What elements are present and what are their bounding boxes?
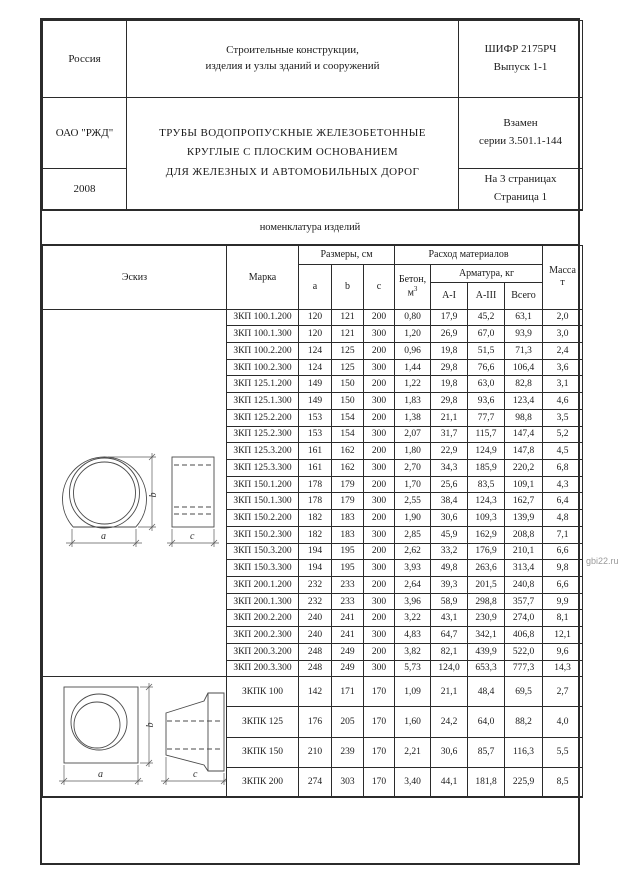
cell-value: 34,3 xyxy=(431,459,468,476)
cell-value: 154 xyxy=(332,409,364,426)
cell-value: 178 xyxy=(299,493,332,510)
cell-value: 1,60 xyxy=(395,707,431,737)
cell-value: 1,44 xyxy=(395,359,431,376)
col-header-total: Всего xyxy=(505,282,543,309)
cell-value: 183 xyxy=(332,526,364,543)
cell-value: 263,6 xyxy=(468,560,505,577)
cell-value: 33,2 xyxy=(431,543,468,560)
cell-value: 240,8 xyxy=(505,577,543,594)
cell-value: 2,0 xyxy=(543,309,583,326)
cell-value: 1,90 xyxy=(395,510,431,527)
cell-value: 357,7 xyxy=(505,593,543,610)
cell-value: 71,3 xyxy=(505,342,543,359)
cell-value: 45,2 xyxy=(468,309,505,326)
pages-note xyxy=(459,169,583,210)
cell-value: 150 xyxy=(332,393,364,410)
svg-text:a: a xyxy=(97,769,103,781)
cell-value: 3,40 xyxy=(395,767,431,797)
cell-value: 116,3 xyxy=(505,737,543,767)
cell-value: 200 xyxy=(364,610,395,627)
cell-value: 208,8 xyxy=(505,526,543,543)
cell-value: 300 xyxy=(364,660,395,677)
cell-value: 142 xyxy=(299,677,332,707)
cell-value: 120 xyxy=(299,309,332,326)
cell-value: 161 xyxy=(299,443,332,460)
zkp-rows xyxy=(43,309,583,677)
cell-value: 194 xyxy=(299,543,332,560)
cell-value: 406,8 xyxy=(505,627,543,644)
cell-mark: ЗКП 125.2.300 xyxy=(227,426,299,443)
cell-mark: ЗКП 100.2.200 xyxy=(227,342,299,359)
cell-value: 205 xyxy=(332,707,364,737)
cell-value: 2,4 xyxy=(543,342,583,359)
cell-value: 58,9 xyxy=(431,593,468,610)
cell-value: 64,7 xyxy=(431,627,468,644)
cell-value: 124,3 xyxy=(468,493,505,510)
cell-value: 19,8 xyxy=(431,376,468,393)
cell-value: 200 xyxy=(364,409,395,426)
cell-value: 5,73 xyxy=(395,660,431,677)
cell-value: 1,38 xyxy=(395,409,431,426)
cell-value: 181,8 xyxy=(468,767,505,797)
cell-value: 183 xyxy=(332,510,364,527)
year: 2008 xyxy=(43,169,127,210)
cell-country: Россия xyxy=(43,21,127,98)
cell-value: 200 xyxy=(364,510,395,527)
cell-value: 182 xyxy=(299,510,332,527)
col-header-a: a xyxy=(299,264,332,309)
cell-value: 82,8 xyxy=(505,376,543,393)
cell-value: 0,80 xyxy=(395,309,431,326)
cell-value: 200 xyxy=(364,376,395,393)
cell-value: 179 xyxy=(332,476,364,493)
cell-value: 48,4 xyxy=(468,677,505,707)
cell-value: 195 xyxy=(332,543,364,560)
cell-mark: ЗКП 150.3.200 xyxy=(227,543,299,560)
col-header-mark: Марка xyxy=(227,245,299,309)
table-row xyxy=(43,677,583,707)
sketch-zkp xyxy=(43,309,227,677)
cell-value: 69,5 xyxy=(505,677,543,707)
cell-value: 777,3 xyxy=(505,660,543,677)
cell-value: 170 xyxy=(364,707,395,737)
cell-value: 300 xyxy=(364,359,395,376)
cell-value: 300 xyxy=(364,493,395,510)
cell-value: 3,22 xyxy=(395,610,431,627)
cell-value: 115,7 xyxy=(468,426,505,443)
cell-value: 313,4 xyxy=(505,560,543,577)
cell-value: 249 xyxy=(332,643,364,660)
cell-value: 303 xyxy=(332,767,364,797)
cell-value: 298,8 xyxy=(468,593,505,610)
cell-mark: ЗКП 200.3.300 xyxy=(227,660,299,677)
cell-value: 653,3 xyxy=(468,660,505,677)
cell-value: 170 xyxy=(364,767,395,797)
cell-value: 171 xyxy=(332,677,364,707)
cell-mark: ЗКП 100.1.200 xyxy=(227,309,299,326)
cell-mark: ЗКП 150.2.300 xyxy=(227,526,299,543)
doc-title-line1: ТРУБЫ ВОДОПРОПУСКНЫЕ ЖЕЛЕЗОБЕТОННЫЕ xyxy=(159,126,426,139)
svg-text:c: c xyxy=(189,531,194,543)
cell-mark: ЗКП 100.2.300 xyxy=(227,359,299,376)
cell-value: 200 xyxy=(364,577,395,594)
col-header-ai: А-I xyxy=(431,282,468,309)
cell-value: 2,70 xyxy=(395,459,431,476)
cell-value: 3,82 xyxy=(395,643,431,660)
cell-value: 25,6 xyxy=(431,476,468,493)
cell-value: 153 xyxy=(299,409,332,426)
col-header-concrete-line1: Бетон, xyxy=(398,274,427,286)
col-header-c: c xyxy=(364,264,395,309)
cell-value: 241 xyxy=(332,610,364,627)
cell-value: 4,6 xyxy=(543,393,583,410)
cell-value: 233 xyxy=(332,577,364,594)
col-header-concrete xyxy=(395,264,431,309)
col-header-consumption: Расход материалов xyxy=(395,245,543,264)
footer-empty-box xyxy=(42,798,578,866)
cell-value: 170 xyxy=(364,737,395,767)
cell-value: 162,7 xyxy=(505,493,543,510)
cell-value: 124 xyxy=(299,359,332,376)
cell-value: 24,2 xyxy=(431,707,468,737)
cell-value: 241 xyxy=(332,627,364,644)
cell-value: 200 xyxy=(364,543,395,560)
cell-value: 200 xyxy=(364,643,395,660)
cell-mark: ЗКП 200.1.200 xyxy=(227,577,299,594)
cell-mark: ЗКПК 200 xyxy=(227,767,299,797)
cell-value: 124,0 xyxy=(431,660,468,677)
cell-mark: ЗКП 125.1.200 xyxy=(227,376,299,393)
cell-value: 147,8 xyxy=(505,443,543,460)
cell-value: 4,8 xyxy=(543,510,583,527)
cell-value: 300 xyxy=(364,627,395,644)
cell-value: 19,8 xyxy=(431,342,468,359)
cell-value: 123,4 xyxy=(505,393,543,410)
cell-value: 240 xyxy=(299,610,332,627)
cell-value: 3,93 xyxy=(395,560,431,577)
cell-value: 64,0 xyxy=(468,707,505,737)
cell-value: 2,85 xyxy=(395,526,431,543)
cell-value: 170 xyxy=(364,677,395,707)
cell-value: 121 xyxy=(332,309,364,326)
col-header-aiii: А-III xyxy=(468,282,505,309)
col-header-dimensions: Размеры, см xyxy=(299,245,395,264)
cell-mark: ЗКП 125.3.300 xyxy=(227,459,299,476)
cell-value: 200 xyxy=(364,476,395,493)
cell-mark: ЗКП 150.3.300 xyxy=(227,560,299,577)
cell-value: 93,6 xyxy=(468,393,505,410)
cell-value: 26,9 xyxy=(431,326,468,343)
table-row xyxy=(43,309,583,326)
cell-value: 3,6 xyxy=(543,359,583,376)
pages-line1: На 3 страницах xyxy=(484,173,557,186)
section-title: номенклатура изделий xyxy=(42,211,578,245)
cell-value: 162 xyxy=(332,443,364,460)
cell-value: 51,5 xyxy=(468,342,505,359)
cell-value: 248 xyxy=(299,660,332,677)
cell-value: 1,80 xyxy=(395,443,431,460)
cell-value: 210 xyxy=(299,737,332,767)
cell-value: 230,9 xyxy=(468,610,505,627)
pages-line2: Страница 1 xyxy=(493,190,548,203)
cell-value: 124,9 xyxy=(468,443,505,460)
col-header-concrete-unit: $м^3$ xyxy=(407,285,418,299)
cell-value: 150 xyxy=(332,376,364,393)
cell-value: 1,20 xyxy=(395,326,431,343)
cell-value: 0,96 xyxy=(395,342,431,359)
cell-value: 93,9 xyxy=(505,326,543,343)
doc-title xyxy=(127,98,459,210)
cell-value: 179 xyxy=(332,493,364,510)
cell-value: 162,9 xyxy=(468,526,505,543)
cell-value: 176,9 xyxy=(468,543,505,560)
cell-value: 274,0 xyxy=(505,610,543,627)
document-frame xyxy=(40,18,580,865)
cell-mark: ЗКП 200.2.300 xyxy=(227,627,299,644)
cell-value: 342,1 xyxy=(468,627,505,644)
cell-value: 109,3 xyxy=(468,510,505,527)
cell-value: 4,3 xyxy=(543,476,583,493)
cell-value: 248 xyxy=(299,643,332,660)
cell-value: 9,6 xyxy=(543,643,583,660)
cell-value: 67,0 xyxy=(468,326,505,343)
cell-value: 6,6 xyxy=(543,543,583,560)
cell-mark: ЗКПК 100 xyxy=(227,677,299,707)
cell-mark: ЗКП 125.3.200 xyxy=(227,443,299,460)
zkp-drawing xyxy=(44,369,226,613)
doc-code xyxy=(459,21,583,98)
cell-value: 300 xyxy=(364,593,395,610)
cell-value: 200 xyxy=(364,309,395,326)
cell-value: 30,6 xyxy=(431,737,468,767)
cell-mark: ЗКП 200.3.200 xyxy=(227,643,299,660)
cell-value: 120 xyxy=(299,326,332,343)
col-header-b: b xyxy=(332,264,364,309)
cell-value: 2,55 xyxy=(395,493,431,510)
col-header-rebar: Арматура, кг xyxy=(431,264,543,282)
cell-value: 176 xyxy=(299,707,332,737)
cell-mark: ЗКП 125.1.300 xyxy=(227,393,299,410)
cell-value: 5,5 xyxy=(543,737,583,767)
cell-value: 6,6 xyxy=(543,577,583,594)
cell-value: 17,9 xyxy=(431,309,468,326)
cell-value: 3,96 xyxy=(395,593,431,610)
cell-value: 43,1 xyxy=(431,610,468,627)
cell-value: 3,0 xyxy=(543,326,583,343)
cell-mark: ЗКП 150.2.200 xyxy=(227,510,299,527)
cell-mark: ЗКП 125.2.200 xyxy=(227,409,299,426)
sketch-zkpk xyxy=(43,677,227,798)
cell-value: 161 xyxy=(299,459,332,476)
cell-value: 2,64 xyxy=(395,577,431,594)
cell-value: 45,9 xyxy=(431,526,468,543)
svg-text:b: b xyxy=(147,492,159,498)
cell-value: 109,1 xyxy=(505,476,543,493)
svg-text:b: b xyxy=(144,722,156,728)
cell-value: 76,6 xyxy=(468,359,505,376)
cell-value: 300 xyxy=(364,526,395,543)
cell-value: 194 xyxy=(299,560,332,577)
cell-value: 182 xyxy=(299,526,332,543)
doc-subject-line2: изделия и узлы зданий и сооружений xyxy=(205,60,380,72)
doc-title-line2: КРУГЛЫЕ С ПЛОСКИМ ОСНОВАНИЕМ xyxy=(186,146,399,159)
cell-value: 439,9 xyxy=(468,643,505,660)
cell-value: 5,2 xyxy=(543,426,583,443)
cell-value: 4,5 xyxy=(543,443,583,460)
cell-value: 300 xyxy=(364,326,395,343)
cell-value: 195 xyxy=(332,560,364,577)
cell-value: 22,9 xyxy=(431,443,468,460)
cell-value: 153 xyxy=(299,426,332,443)
cell-value: 220,2 xyxy=(505,459,543,476)
cell-value: 3,5 xyxy=(543,409,583,426)
doc-code-line2: Выпуск 1-1 xyxy=(493,61,548,73)
cell-value: 201,5 xyxy=(468,577,505,594)
cell-value: 225,9 xyxy=(505,767,543,797)
cell-value: 149 xyxy=(299,393,332,410)
cell-value: 240 xyxy=(299,627,332,644)
cell-value: 82,1 xyxy=(431,643,468,660)
cell-value: 63,1 xyxy=(505,309,543,326)
watermark: gbi22.ru xyxy=(586,556,619,566)
cell-value: 1,83 xyxy=(395,393,431,410)
replaces-line1: Взамен xyxy=(503,117,538,130)
cell-value: 6,8 xyxy=(543,459,583,476)
svg-text:a: a xyxy=(100,531,106,543)
col-header-mass-line2: т xyxy=(560,277,565,288)
cell-mark: ЗКПК 150 xyxy=(227,737,299,767)
cell-value: 1,70 xyxy=(395,476,431,493)
cell-mark: ЗКП 100.1.300 xyxy=(227,326,299,343)
cell-value: 1,09 xyxy=(395,677,431,707)
main-table-header xyxy=(43,245,583,309)
cell-value: 98,8 xyxy=(505,409,543,426)
cell-value: 21,1 xyxy=(431,409,468,426)
cell-value: 233 xyxy=(332,593,364,610)
cell-value: 4,0 xyxy=(543,707,583,737)
main-table xyxy=(42,245,583,799)
cell-value: 147,4 xyxy=(505,426,543,443)
cell-value: 274 xyxy=(299,767,332,797)
cell-value: 300 xyxy=(364,393,395,410)
cell-value: 85,7 xyxy=(468,737,505,767)
cell-value: 139,9 xyxy=(505,510,543,527)
cell-mark: ЗКП 200.2.200 xyxy=(227,610,299,627)
zkpk-rows xyxy=(43,677,583,798)
cell-value: 125 xyxy=(332,359,364,376)
cell-value: 29,8 xyxy=(431,393,468,410)
cell-value: 14,3 xyxy=(543,660,583,677)
cell-value: 2,07 xyxy=(395,426,431,443)
cell-value: 30,6 xyxy=(431,510,468,527)
cell-value: 300 xyxy=(364,560,395,577)
doc-subject xyxy=(127,21,459,98)
cell-mark: ЗКП 150.1.200 xyxy=(227,476,299,493)
cell-value: 185,9 xyxy=(468,459,505,476)
cell-value: 106,4 xyxy=(505,359,543,376)
cell-value: 12,1 xyxy=(543,627,583,644)
cell-value: 154 xyxy=(332,426,364,443)
cell-value: 38,4 xyxy=(431,493,468,510)
cell-value: 31,7 xyxy=(431,426,468,443)
zkpk-drawing xyxy=(44,677,226,793)
replaces-line2: серии 3.501.1-144 xyxy=(478,135,563,147)
cell-value: 29,8 xyxy=(431,359,468,376)
cell-value: 7,1 xyxy=(543,526,583,543)
cell-value: 178 xyxy=(299,476,332,493)
cell-value: 83,5 xyxy=(468,476,505,493)
cell-value: 3,1 xyxy=(543,376,583,393)
cell-value: 125 xyxy=(332,342,364,359)
cell-value: 200 xyxy=(364,342,395,359)
cell-value: 8,1 xyxy=(543,610,583,627)
doc-title-line3: ДЛЯ ЖЕЛЕЗНЫХ И АВТОМОБИЛЬНЫХ ДОРОГ xyxy=(165,166,420,179)
cell-value: 6,4 xyxy=(543,493,583,510)
cell-value: 63,0 xyxy=(468,376,505,393)
cell-value: 1,22 xyxy=(395,376,431,393)
cell-value: 232 xyxy=(299,577,332,594)
cell-value: 162 xyxy=(332,459,364,476)
cell-mark: ЗКП 200.1.300 xyxy=(227,593,299,610)
cell-value: 49,8 xyxy=(431,560,468,577)
cell-value: 88,2 xyxy=(505,707,543,737)
cell-value: 249 xyxy=(332,660,364,677)
cell-value: 9,9 xyxy=(543,593,583,610)
col-header-mass xyxy=(543,245,583,309)
doc-subject-line1: Строительные конструкции, xyxy=(226,44,359,57)
cell-value: 300 xyxy=(364,426,395,443)
cell-value: 44,1 xyxy=(431,767,468,797)
col-header-sketch: Эскиз xyxy=(43,245,227,309)
cell-value: 121 xyxy=(332,326,364,343)
cell-value: 210,1 xyxy=(505,543,543,560)
col-header-mass-line1: Масса xyxy=(549,264,576,276)
cell-value: 200 xyxy=(364,443,395,460)
cell-mark: ЗКП 150.1.300 xyxy=(227,493,299,510)
cell-value: 21,1 xyxy=(431,677,468,707)
cell-value: 8,5 xyxy=(543,767,583,797)
cell-value: 149 xyxy=(299,376,332,393)
cell-value: 39,3 xyxy=(431,577,468,594)
cell-value: 77,7 xyxy=(468,409,505,426)
replaces-note xyxy=(459,98,583,169)
cell-value: 9,8 xyxy=(543,560,583,577)
cell-value: 232 xyxy=(299,593,332,610)
cell-value: 300 xyxy=(364,459,395,476)
org-name: ОАО "РЖД" xyxy=(43,98,127,169)
cell-mark: ЗКПК 125 xyxy=(227,707,299,737)
cell-value: 4,83 xyxy=(395,627,431,644)
doc-code-line1: ШИФР 2175РЧ xyxy=(484,43,557,56)
cell-value: 2,21 xyxy=(395,737,431,767)
svg-text:c: c xyxy=(192,769,197,781)
cell-value: 522,0 xyxy=(505,643,543,660)
cell-value: 2,62 xyxy=(395,543,431,560)
cell-value: 239 xyxy=(332,737,364,767)
cell-value: 124 xyxy=(299,342,332,359)
cell-value: 2,7 xyxy=(543,677,583,707)
header-table xyxy=(42,20,583,211)
